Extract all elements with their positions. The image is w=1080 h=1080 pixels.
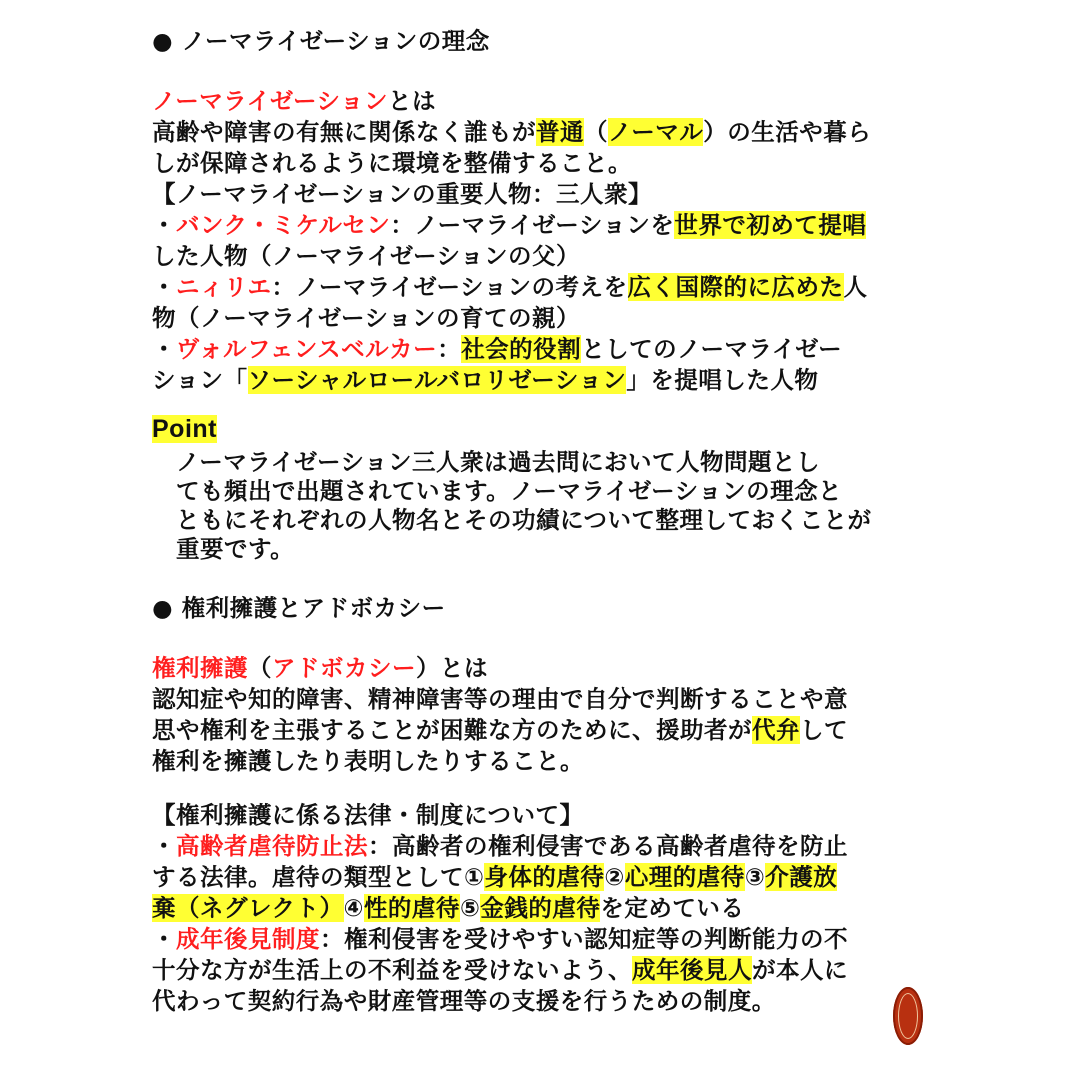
highlight-normal-kana: ノーマル [608,118,704,146]
highlight-physical-abuse: 身体的虐待 [484,863,605,891]
highlight-financial-abuse: 金銭的虐待 [480,894,601,922]
advocacy-term-line: 権利擁護（アドボカシー）とは [152,654,488,682]
law2-line2: 十分な方が生活上の不利益を受けないよう、成年後見人が本人に [152,956,848,984]
section-heading-normalization: ● ノーマライゼーションの理念 [152,27,490,55]
point-label: Point [152,415,217,443]
highlight-neglect-a: 介護放 [765,863,838,891]
section-heading-advocacy: ● 権利擁護とアドボカシー [152,594,446,622]
law1-line3: 棄（ネグレクト）④性的虐待⑤金銭的虐待を定めている [152,894,745,922]
highlight-daiben: 代弁 [752,716,800,744]
law2-line3: 代わって契約行為や財産管理等の支援を行うための制度。 [152,987,776,1015]
normalization-def-line1: 高齢や障害の有無に関係なく誰もが普通（ノーマル）の生活や暮ら [152,118,872,146]
advocacy-def-line1: 認知症や知的障害、精神障害等の理由で自分で判断することや意 [152,685,848,713]
normalization-term-line: ノーマライゼーションとは [152,87,437,115]
normalization-def-line2: しが保障されるように環境を整備すること。 [152,149,632,177]
law-heading: 【権利擁護に係る法律・制度について】 [152,801,584,829]
law1-name: 高齢者虐待防止法 [176,832,368,860]
key-people-heading: 【ノーマライゼーションの重要人物：三人衆】 [152,180,653,208]
advocacy-def-line2: 思や権利を主張することが困難な方のために、援助者が代弁して [152,716,848,744]
highlight-srv: ソーシャルロールバロリゼーション [247,366,627,394]
law2-line1: ・成年後見制度：権利侵害を受けやすい認知症等の判断能力の不 [152,925,848,953]
decorative-oval-icon [893,987,923,1045]
person1-name: バンク・ミケルセン [176,211,391,239]
person1-line1: ・バンク・ミケルセン：ノーマライゼーションを世界で初めて提唱 [152,211,867,239]
highlight-person2: 広く国際的に広めた [627,273,844,301]
person3-line1: ・ヴォルフェンスベルカー：社会的役割としてのノーマライゼー [152,335,843,363]
person2-name: ニィリエ [176,273,272,301]
point-line4: 重要です。 [176,535,295,563]
person2-line1: ・ニィリエ：ノーマライゼーションの考えを広く国際的に広めた人 [152,273,868,301]
advocacy-term2: アドボカシー [272,654,416,682]
highlight-psych-abuse: 心理的虐待 [624,863,745,891]
point-label-line [152,414,217,444]
person2-line2: 物（ノーマライゼーションの育ての親） [152,304,581,332]
person1-line2: した人物（ノーマライゼーションの父） [152,242,581,270]
normalization-term: ノーマライゼーション [152,87,389,115]
advocacy-def-line3: 権利を擁護したり表明したりすること。 [152,747,584,775]
highlight-sexual-abuse: 性的虐待 [363,894,460,922]
point-line3: ともにそれぞれの人物名とその功績について整理しておくことが [176,506,872,534]
highlight-person3: 社会的役割 [461,335,582,363]
advocacy-term1: 権利擁護 [152,654,248,682]
person3-name: ヴォルフェンスベルカー [176,335,438,363]
point-line2: ても頻出で出題されています。ノーマライゼーションの理念と [176,477,843,505]
highlight-person1: 世界で初めて提唱 [674,211,867,239]
law1-line2: する法律。虐待の類型として①身体的虐待②心理的虐待③介護放 [152,863,838,891]
highlight-guardian: 成年後見人 [632,956,752,984]
law1-line1: ・高齢者虐待防止法：高齢者の権利侵害である高齢者虐待を防止 [152,832,848,860]
point-line1: ノーマライゼーション三人衆は過去問において人物問題とし [176,448,821,476]
law2-name: 成年後見制度 [176,925,320,953]
person3-line2: ション「ソーシャルロールバロリゼーション」を提唱した人物 [152,366,819,394]
highlight-normal: 普通 [536,118,584,146]
highlight-neglect-b: 棄（ネグレクト） [152,894,344,922]
